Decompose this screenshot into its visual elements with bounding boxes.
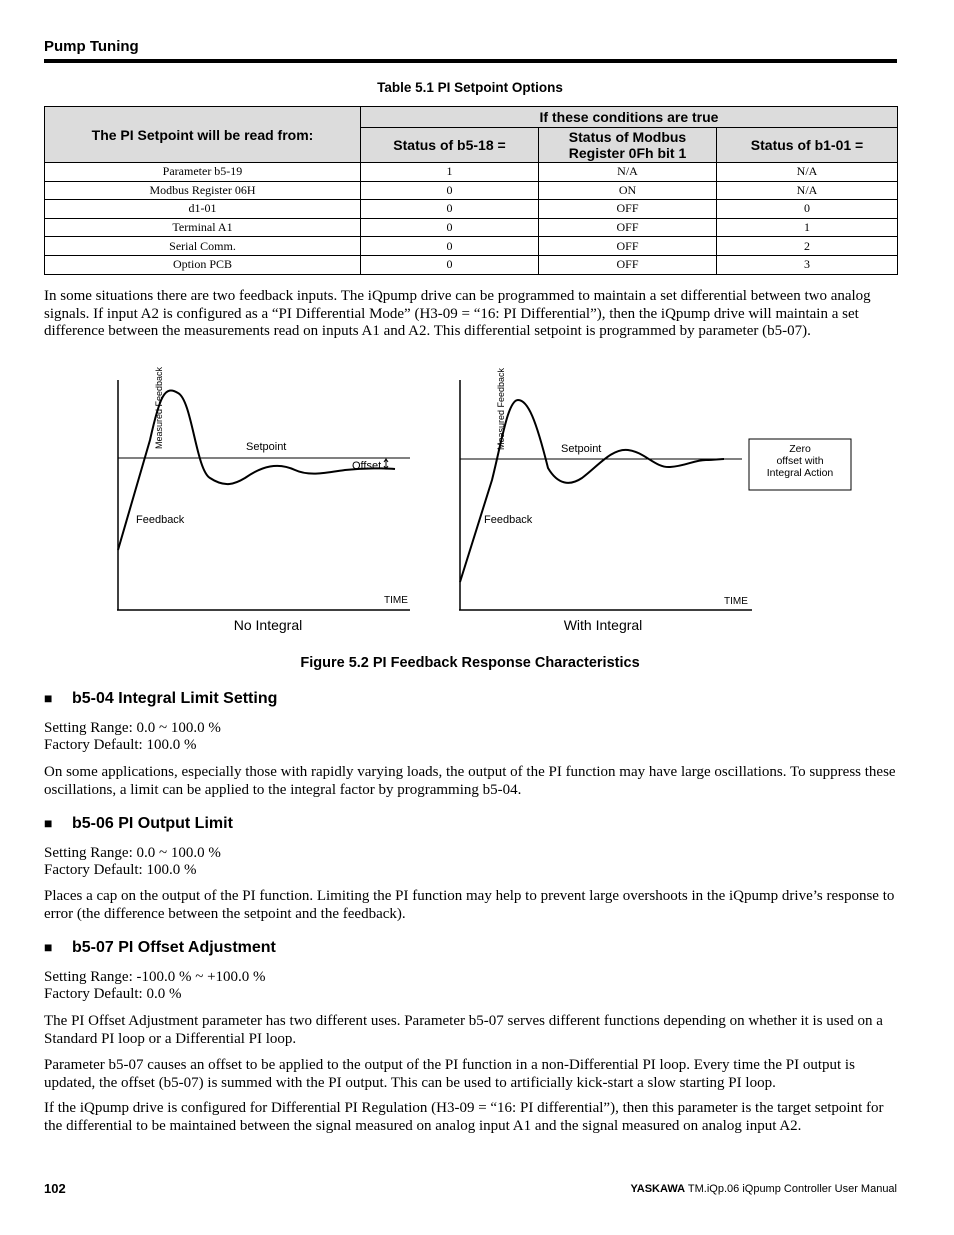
cell-b5-18: 0 [361,237,539,256]
factory-default-b5-04: Factory Default: 100.0 % [44,737,197,753]
section-bullet: ■ [44,815,53,831]
table-row [45,200,898,219]
cell-b5-18: 0 [361,200,539,219]
cell-source: Serial Comm. [45,237,361,256]
cell-b5-18: 0 [361,255,539,274]
setting-range-b5-06: Setting Range: 0.0 ~ 100.0 % [44,845,221,861]
section-bullet: ■ [44,690,53,706]
left-feedback-label: Feedback [136,514,185,526]
cell-b1-01: 2 [717,237,898,256]
cell-modbus: ON [539,181,717,200]
cell-source: d1-01 [45,200,361,219]
cell-modbus: OFF [539,200,717,219]
footer-manual-name: TM.iQp.06 iQpump Controller User Manual [685,1183,897,1195]
figure-caption: Figure 5.2 PI Feedback Response Characteristics [300,655,640,671]
factory-default-b5-07: Factory Default: 0.0 % [44,986,182,1002]
section-heading-text: b5-04 Integral Limit Setting [72,690,278,707]
section-bullet: ■ [44,939,53,955]
footer-manual-title [630,1183,897,1195]
table-row [45,255,898,274]
page-header-title: Pump Tuning [44,38,139,55]
left-offset-label: Offset [352,460,382,472]
column-group-header: If these conditions are true [361,107,898,128]
description-b5-04: On some applications, especially those with rapidly varying loads, the output of the PI function may have large oscillations. To suppress these oscillations, a limit can be applied to the integral factor by programming b5-04. [44,764,896,798]
page-number: 102 [44,1181,66,1196]
right-feedback-label: Feedback [484,514,533,526]
setting-range-b5-07: Setting Range: -100.0 % ~ +100.0 % [44,969,266,985]
right-y-axis-label: Measured Feedback [496,367,506,451]
section-heading-text: b5-06 PI Output Limit [72,815,233,832]
table-row [45,218,898,237]
cell-b1-01: 3 [717,255,898,274]
table-row [45,237,898,256]
cell-b1-01: 1 [717,218,898,237]
cell-modbus: OFF [539,255,717,274]
table-caption: Table 5.1 PI Setpoint Options [377,80,563,95]
pi-feedback-figure [0,340,954,645]
cell-modbus: OFF [539,237,717,256]
cell-modbus: N/A [539,163,717,182]
section-heading-b5-06 [44,815,233,833]
plot-no-integral [117,366,410,633]
setting-range-b5-04: Setting Range: 0.0 ~ 100.0 % [44,720,221,736]
description-b5-07-non-differential: Parameter b5-07 causes an offset to be applied to the output of the PI function in a non-Differential PI loop. Every time the PI output is updated, the offset (b5-07) is summed with the PI output. This can be used to artificially kick-start a slow starting PI loop. [44,1057,855,1091]
right-x-axis-label: TIME [724,596,748,607]
description-b5-06: Places a cap on the output of the PI function. Limiting the PI function may help to prevent large overshoots in the iQpump drive’s response to error (the difference between the setpoint and the feedback). [44,888,895,922]
cell-b1-01: 0 [717,200,898,219]
cell-b5-18: 0 [361,218,539,237]
cell-b5-18: 1 [361,163,539,182]
factory-default-b5-06: Factory Default: 100.0 % [44,862,197,878]
integral-note-line-3: Integral Action [766,467,834,479]
plot-with-integral [459,367,851,633]
description-b5-07-uses: The PI Offset Adjustment parameter has two different uses. Parameter b5-07 serves different functions depending on whether it is used on a Standard PI loop or a Differential PI loop. [44,1013,883,1047]
cell-source: Parameter b5-19 [45,163,361,182]
header-rule [44,59,897,63]
integral-note-line-1: Zero [789,443,811,455]
cell-b1-01: N/A [717,181,898,200]
footer-brand: YASKAWA [630,1183,686,1195]
cell-source: Modbus Register 06H [45,181,361,200]
pi-setpoint-table [44,106,898,275]
cell-modbus: OFF [539,218,717,237]
cell-b5-18: 0 [361,181,539,200]
section-heading-b5-07 [44,939,276,957]
column-header-source: The PI Setpoint will be read from: [45,107,361,163]
right-plot-title: With Integral [563,617,643,633]
left-y-axis-label: Measured Feedback [154,366,164,450]
column-header-modbus: Status of Modbus Register 0Fh bit 1 [539,128,717,163]
left-setpoint-label: Setpoint [246,441,287,453]
right-setpoint-label: Setpoint [561,443,602,455]
column-header-b5-18: Status of b5-18 = [361,128,539,163]
cell-source: Option PCB [45,255,361,274]
integral-note-line-2: offset with [776,455,824,467]
cell-source: Terminal A1 [45,218,361,237]
table-row [45,181,898,200]
intro-paragraph: In some situations there are two feedback inputs. The iQpump drive can be programmed to maintain a set differential between two analog signals. If input A2 is configured as a “PI Differential Mode” (H3-09 = “16: PI Differential”), then the iQpump drive will maintain a set difference between the measurements read on inputs A1 and A2. This differential setpoint is programmed by parameter (b5-07). [44,288,871,339]
cell-b1-01: N/A [717,163,898,182]
left-plot-title: No Integral [233,617,303,633]
section-heading-b5-04 [44,690,277,708]
table-row [45,163,898,182]
section-heading-text: b5-07 PI Offset Adjustment [72,939,276,956]
description-b5-07-differential: If the iQpump drive is configured for Differential PI Regulation (H3-09 = “16: PI differential”), then this parameter is the target setpoint for the differential to be maintained between the signal measured on analog input A1 and the signal measured on analog input A2. [44,1100,884,1134]
column-header-b1-01: Status of b1-01 = [717,128,898,163]
left-x-axis-label: TIME [384,595,408,606]
